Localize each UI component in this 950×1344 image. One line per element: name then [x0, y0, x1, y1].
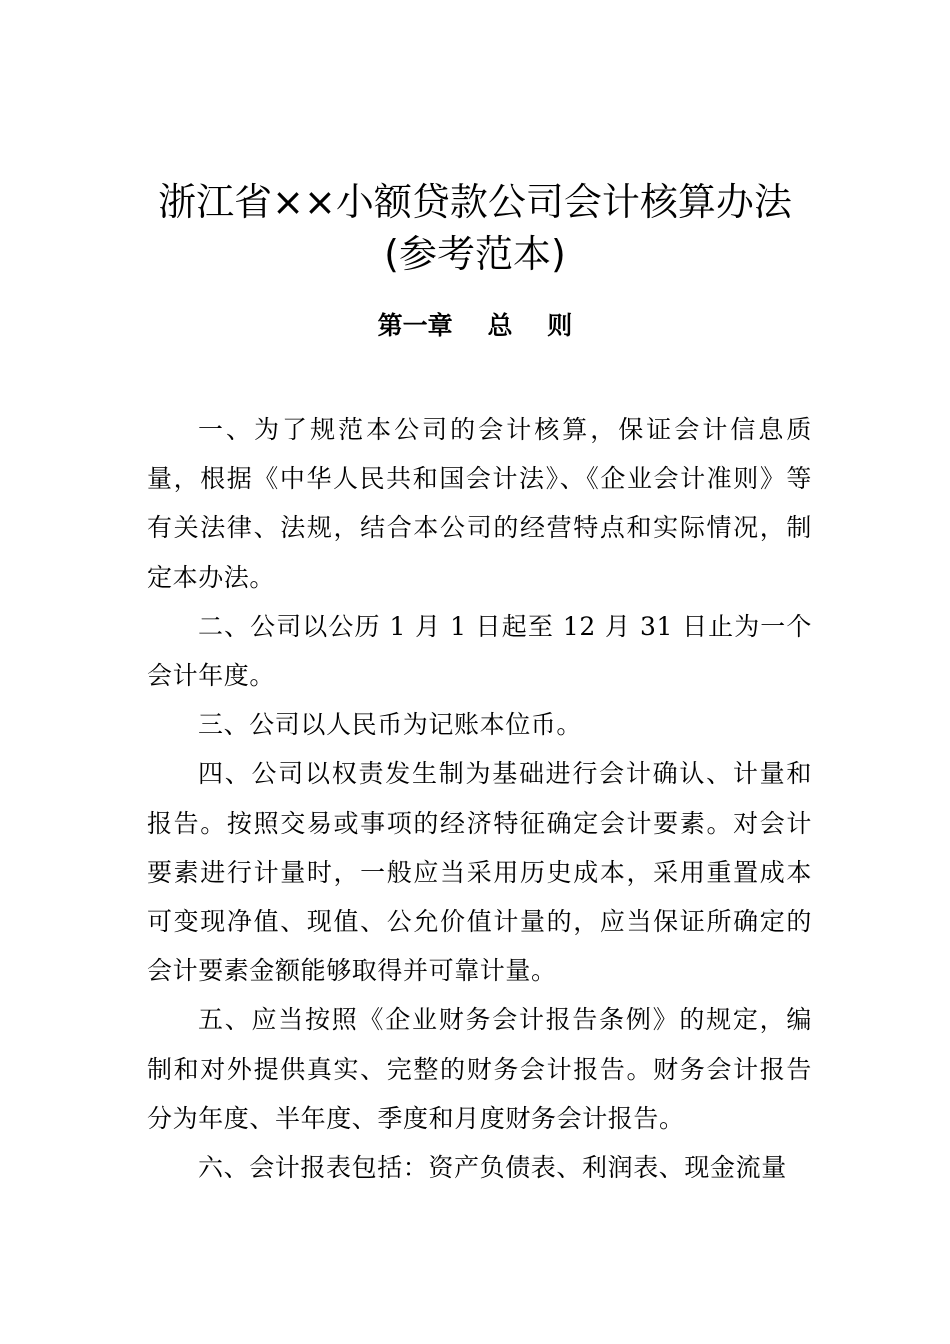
paragraph-article-6: 六、会计报表包括：资产负债表、利润表、现金流量: [198, 1153, 787, 1183]
paragraph-article-1: 一、为了规范本公司的会计核算，保证会计信息质量，根据《中华人民共和国会计法》、《企业会计准则》等有关法律、法规，结合本公司的经营特点和实际情况，制定本办法。: [147, 415, 812, 592]
paragraph-article-4: 四、公司以权责发生制为基础进行会计确认、计量和报告。按照交易或事项的经济特征确定会计要素。对会计要素进行计量时，一般应当采用历史成本，采用重置成本可变现净值、现值、公允价值计量的，应当保证所确定的会计要素金额能够取得并可靠计量。: [147, 759, 812, 986]
chapter-heading: 第一章 总 则: [377, 311, 573, 340]
document-title: 浙江省××小额贷款公司会计核算办法: [158, 180, 792, 224]
document-body: [147, 405, 812, 1192]
paragraph-article-3: 三、公司以人民币为记账本位币。: [198, 710, 583, 740]
paragraph-article-2: 二、公司以公历 1 月 1 日起至 12 月 31 日止为一个会计年度。: [147, 611, 812, 691]
document-subtitle: (参考范本): [384, 232, 566, 276]
paragraph-article-5: 五、应当按照《企业财务会计报告条例》的规定，编制和对外提供真实、完整的财务会计报告。财务会计报告分为年度、半年度、季度和月度财务会计报告。: [147, 1005, 812, 1133]
